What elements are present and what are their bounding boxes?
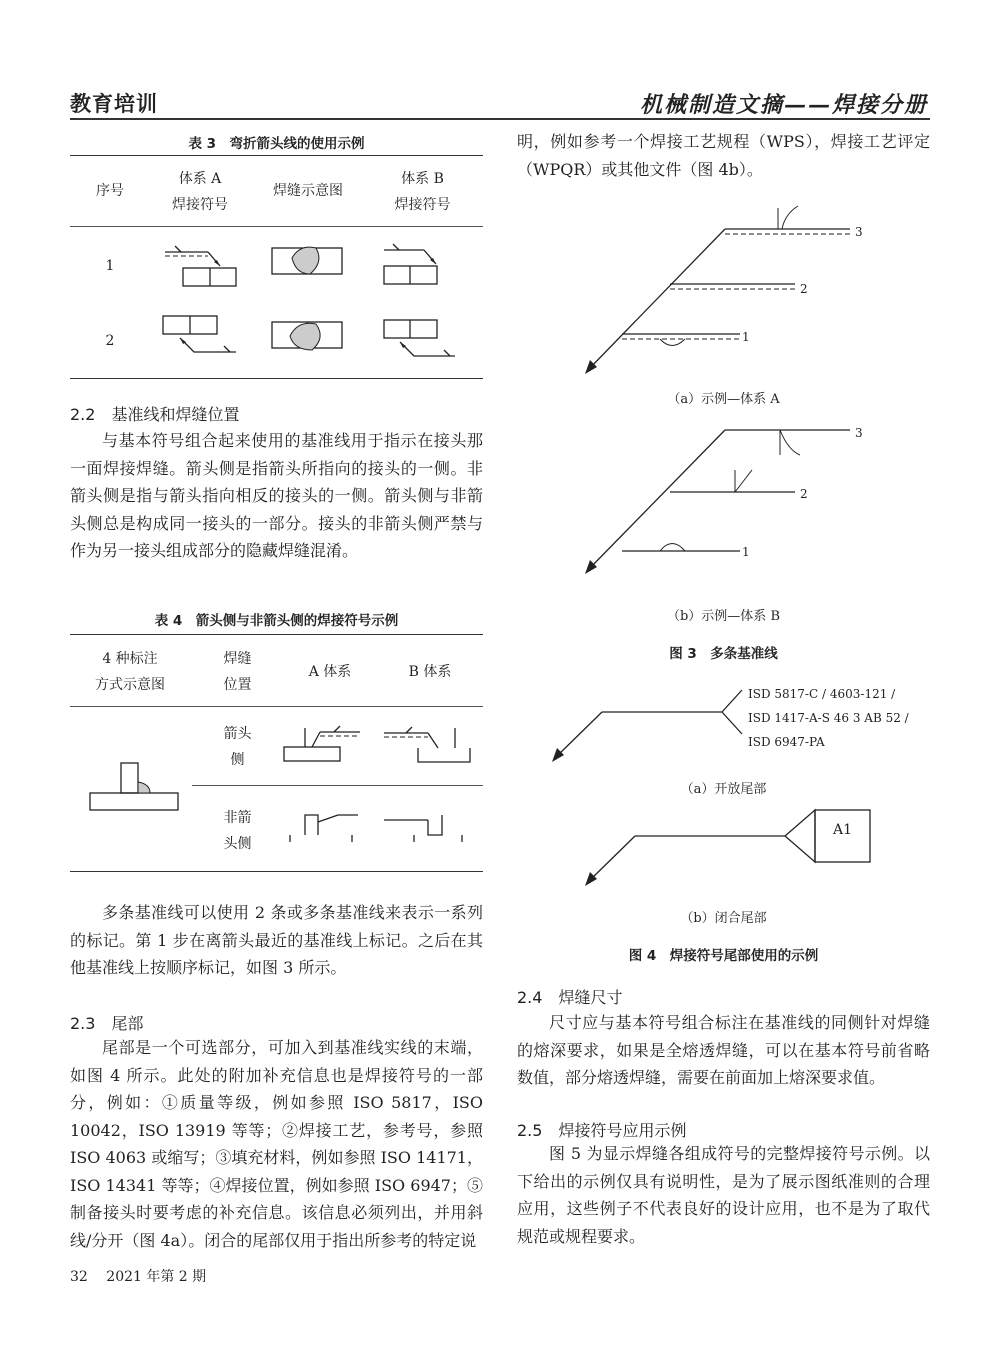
sec24-paragraph: 尺寸应与基本符号组合标注在基准线的同侧针对焊缝的熔深要求，如果是全熔透焊缝，可以在基本符号前省略数值，部分熔透焊缝，需要在前面加上熔深要求值。	[517, 1013, 930, 1087]
fig4b-box-label: A1	[832, 822, 853, 838]
fig4a-drawing	[552, 690, 742, 762]
issue-label: 2021 年第 2 期	[106, 1269, 207, 1285]
table4-row2-b: 头侧	[223, 836, 252, 852]
tail-continuation-paragraph: 明，例如参考一个焊接工艺规程（WPS），焊接工艺评定（WPQR）或其他文件（图 4b）。	[517, 132, 930, 179]
table4-header-c4: B 体系	[408, 664, 452, 680]
table4-row2-a: 非箭	[223, 810, 252, 826]
sec22-heading: 2.2 基准线和焊缝位置	[70, 405, 240, 424]
table4-header-c1a: 4 种标注	[102, 651, 158, 667]
table4-header-c2b: 位置	[223, 677, 252, 693]
table4-caption: 表 4 箭头侧与非箭头侧的焊接符号示例	[154, 613, 399, 629]
table3-header-b2: 焊接符号	[394, 197, 451, 213]
tail-text-line-1: ISD 5817-C / 4603-121 /	[748, 687, 896, 701]
sec25-paragraph: 图 5 为显示焊缝各组成符号的完整焊接符号示例。以下给出的示例仅具有说明性，是为了展示图纸准则的合理应用，这些例子不代表良好的设计应用，也不是为了取代规范或规程要求。	[517, 1144, 930, 1246]
fig3a-label-1: 1	[742, 330, 750, 344]
table3-header-weld: 焊缝示意图	[273, 183, 343, 199]
sec23-paragraph: 尾部是一个可选部分，可加入到基准线实线的末端，如图 4 所示。此处的附加补充信息也是焊接符号的一部分，例如：①质量等级，例如参照 ISO 5817，ISO 10042，ISO 13919 等等；②焊接工艺，参考号，参照 ISO 4063 或缩写；③填充材料，例如参照 ISO 14171，ISO 14341 等等；④焊接位置，例如参照 ISO 6947；⑤制备接头时要考虑的补充信息。该信息必须列出，并用斜线/分开（图 4a）。闭合的尾部仅用于指出所参考的特定说	[70, 1038, 483, 1250]
tail-text-line-3: ISD 6947-PA	[748, 735, 825, 749]
table4-row1-b: 侧	[230, 752, 245, 768]
table3-row-1: 1	[105, 258, 115, 274]
fig4b-subcaption: （b）闭合尾部	[680, 911, 767, 926]
table3-header-b1: 体系 B	[401, 171, 444, 187]
table3-header-no: 序号	[96, 183, 124, 199]
fig3b-label-1: 1	[742, 545, 750, 559]
section-label: 教育培训	[70, 92, 158, 116]
journal-title: 机械制造文摘——焊接分册	[639, 92, 928, 118]
table3-row-2: 2	[105, 333, 115, 349]
fig3a-label-2: 2	[800, 282, 808, 296]
sec23-heading: 2.3 尾部	[70, 1014, 144, 1033]
tail-text-line-2: ISD 1417-A-S 46 3 AB 52 /	[748, 711, 909, 725]
fig3b-label-2: 2	[800, 487, 808, 501]
table3-header-a2: 焊接符号	[172, 197, 228, 213]
table4-header-c2a: 焊缝	[223, 651, 252, 667]
table3-header-a1: 体系 A	[178, 171, 222, 187]
table4-header-c3: A 体系	[308, 664, 352, 680]
sec24-heading: 2.4 焊缝尺寸	[517, 988, 623, 1007]
fig4a-subcaption: （a）开放尾部	[680, 782, 767, 797]
page-number: 32	[70, 1269, 88, 1285]
table4-header-c1b: 方式示意图	[95, 677, 165, 693]
fig3a-subcaption: （a）示例—体系 A	[667, 392, 780, 407]
fig4-caption: 图 4 焊接符号尾部使用的示例	[628, 948, 819, 964]
fig3b-label-3: 3	[855, 426, 863, 440]
fig3a-label-3: 3	[855, 225, 863, 239]
sec25-heading: 2.5 焊接符号应用示例	[517, 1121, 687, 1140]
multi-reference-paragraph: 多条基准线可以使用 2 条或多条基准线来表示一系列的标记。第 1 步在离箭头最近的基准线上标记。之后在其他基准线上按顺序标记，如图 3 所示。	[70, 903, 483, 977]
fig4a-tail-text	[748, 682, 909, 754]
fig3-caption: 图 3 多条基准线	[669, 646, 778, 662]
table4-row1-a: 箭头	[223, 726, 252, 742]
fig3b-subcaption: （b）示例—体系 B	[666, 609, 780, 624]
table3-caption: 表 3 弯折箭头线的使用示例	[188, 136, 365, 152]
sec22-paragraph: 与基本符号组合起来使用的基准线用于指示在接头那一面焊接焊缝。箭头侧是指箭头所指向的接头的一侧。非箭头侧是指与箭头指向相反的接头的一侧。箭头侧与非箭头侧总是构成同一接头的一部分。接头的非箭头侧严禁与作为另一接头组成部分的隐藏焊缝混淆。	[70, 431, 483, 560]
